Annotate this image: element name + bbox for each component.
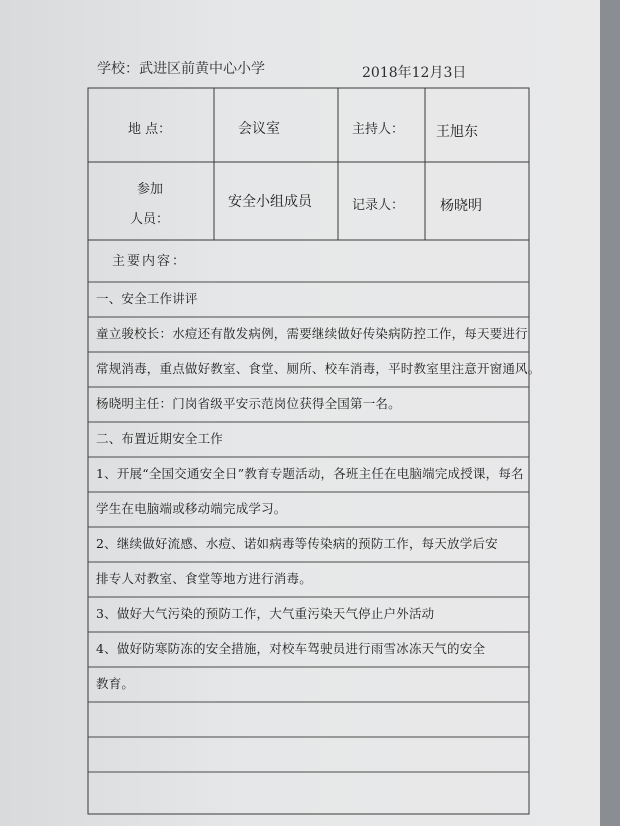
- content-line: 杨晓明主任：门岗省级平安示范岗位获得全国第一名。: [96, 396, 401, 411]
- content-label: 主要内容：: [112, 254, 188, 269]
- content-line: 学生在电脑端或移动端完成学习。: [96, 501, 287, 516]
- content-line: 童立骏校长：水痘还有散发病例，需要继续做好传染病防控工作，每天要进行: [96, 326, 528, 341]
- content-line: 3、做好大气污染的预防工作，大气重污染天气停止户外活动: [96, 606, 435, 621]
- attendees-label-line2: 人员：: [130, 212, 170, 227]
- school-name: 学校：武进区前黄中心小学: [97, 61, 265, 77]
- attendees-value: 安全小组成员: [228, 194, 312, 210]
- content-line: 常规消毒，重点做好教室、食堂、厕所、校车消毒，平时教室里注意开窗通风。: [96, 361, 541, 376]
- content-line: 排专人对教室、食堂等地方进行消毒。: [96, 571, 312, 586]
- content-line: 二、布置近期安全工作: [96, 431, 224, 446]
- attendees-label-line1: 参加: [137, 182, 164, 197]
- content-line: 一、安全工作讲评: [96, 291, 198, 306]
- recorder-value: 杨晓明: [440, 198, 482, 214]
- content-line: 4、做好防寒防冻的安全措施，对校车驾驶员进行雨雪冰冻天气的安全: [96, 641, 486, 656]
- content-line: 2、继续做好流感、水痘、诺如病毒等传染病的预防工作，每天放学后安: [96, 536, 498, 551]
- host-value: 王旭东: [436, 124, 478, 140]
- host-label: 主持人：: [352, 122, 405, 137]
- location-label: 地 点：: [128, 122, 172, 137]
- content-line: 教育。: [96, 676, 135, 691]
- recorder-label: 记录人：: [352, 198, 405, 213]
- location-value: 会议室: [238, 121, 280, 137]
- content-line: 1、开展“全国交通安全日”教育专题活动，各班主任在电脑端完成授课，每名: [96, 466, 524, 481]
- meeting-date: 2018年12月3日: [362, 65, 467, 81]
